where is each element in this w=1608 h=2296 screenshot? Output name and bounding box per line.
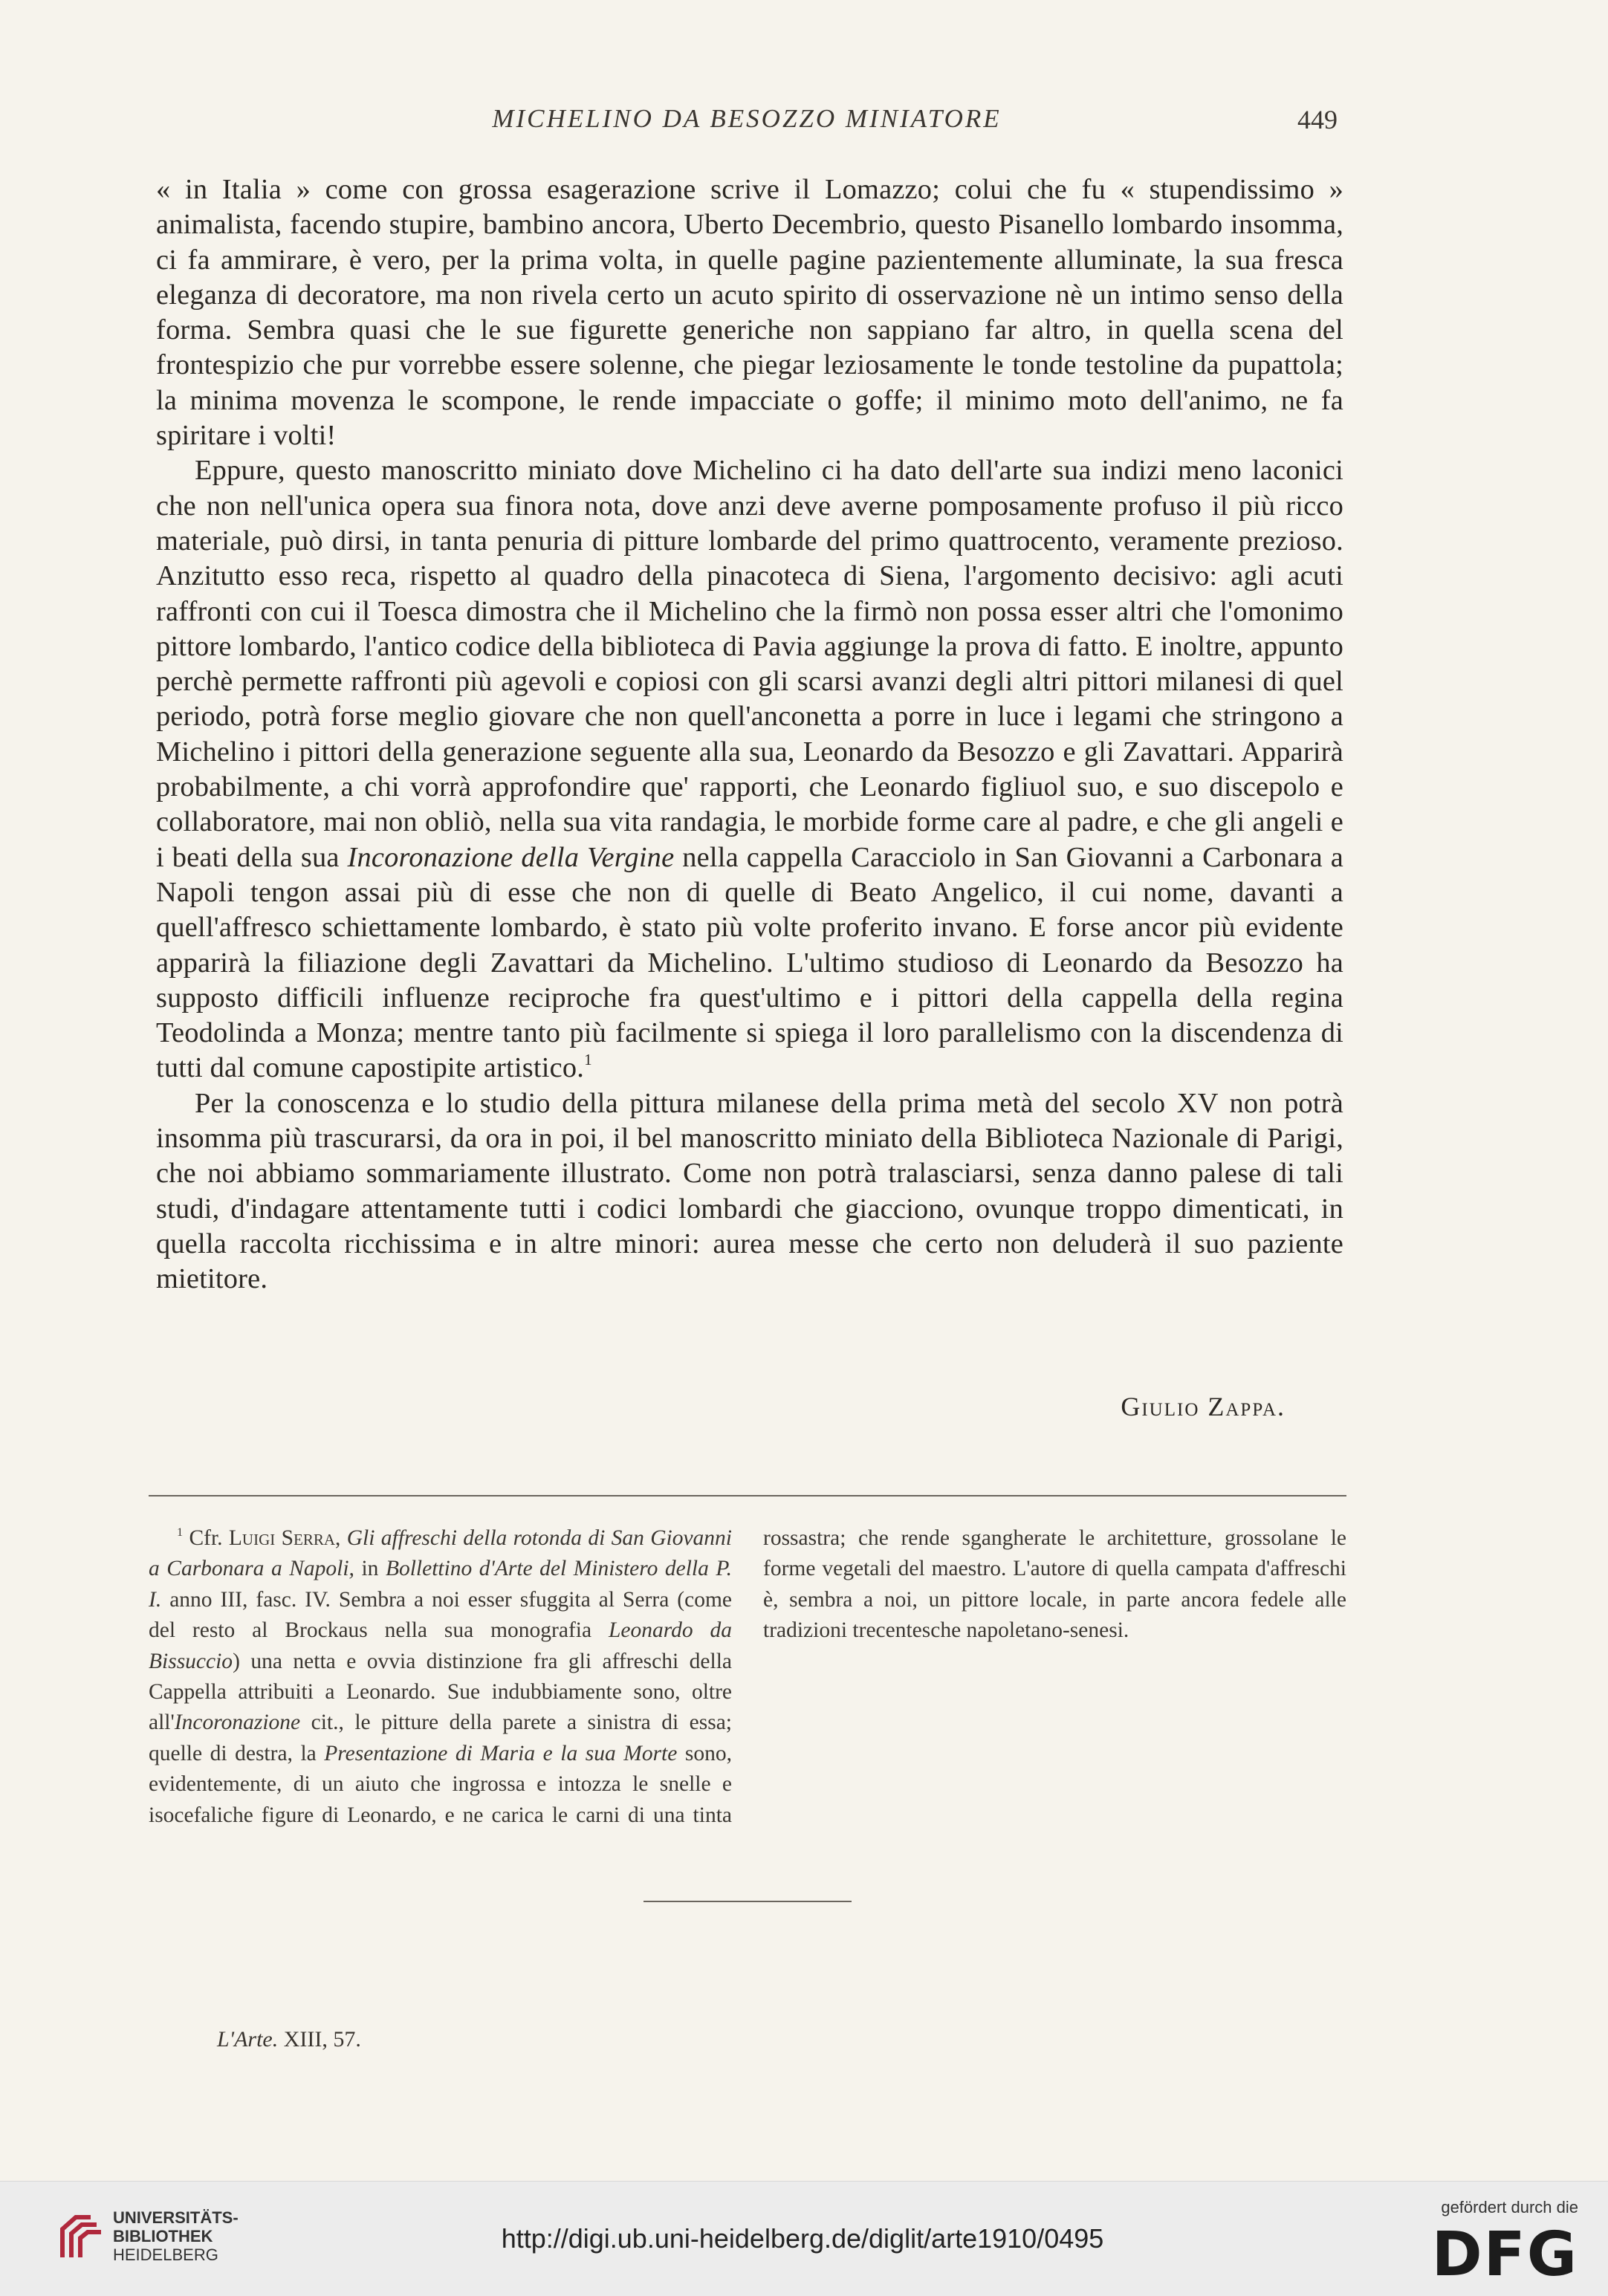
library-line-3: HEIDELBERG bbox=[113, 2245, 218, 2264]
footnote-journal: Bollettino d'Arte del Ministero della P. I. bbox=[149, 1557, 733, 1612]
footnote-cfr: Cfr. bbox=[189, 1526, 223, 1550]
library-line-2: BIBLIOTHEK bbox=[113, 2227, 213, 2245]
footnote-text-2: ) una netta e ovvia distinzione fra gli affreschi della Cappella attribuiti a Leonardo. Sue indubbiamente sono, oltre all' bbox=[149, 1649, 732, 1735]
footnote-text-4: sono, evidentemente, di un aiuto che ingrossa e intozza le snelle e isocefaliche figure di Leonardo, e ne carica le carni di una tinta rossastra; che rende sgangherate le architetture, grossolane le forme vegetali del maestro. L'autore di quella campata d'affreschi è, sembra a noi, un pittore locale, in parte ancora fedele alle tradizioni trecentesche napoletano-senesi. bbox=[149, 1526, 1346, 1827]
paragraph-2 bbox=[156, 453, 1343, 1086]
footnote-text-1: anno III, fasc. IV. Sembra a noi esser sfuggita al Serra (come del resto al Brockaus nella sua monografia bbox=[149, 1587, 732, 1643]
footnote-monograph: Leonardo da Bissuccio bbox=[149, 1618, 732, 1673]
university-library-logo-icon[interactable] bbox=[58, 2213, 104, 2262]
footnote-in: in bbox=[361, 1557, 379, 1581]
digitization-footer bbox=[0, 2181, 1608, 2296]
printer-signature-mark bbox=[217, 2027, 361, 2052]
footnote-marker: 1 bbox=[177, 1525, 184, 1539]
end-rule bbox=[643, 1901, 852, 1902]
page-number: 449 bbox=[1297, 105, 1338, 134]
running-title: MICHELINO DA BESOZZO MINIATORE bbox=[492, 104, 1002, 133]
paragraph-2-part-a: Eppure, questo manoscritto miniato dove Michelino ci ha dato dell'arte sua indizi meno laconici che non nell'unica opera sua finora nota, dove anzi deve averne pomposamente profuso il più ricco materiale, può dirsi, in tanta penuria di pitture lombarde del primo quattrocento, veramente prezioso. Anzitutto esso reca, rispetto al quadro della pinacoteca di Siena, l'argomento decisivo: agli acuti raffronti con cui il Toesca dimostra che il Michelino che la firmò non possa esser altri che l'omonimo pittore lombardo, l'antico codice della biblioteca di Pavia aggiunge la prova di fatto. E inoltre, appunto perchè permette raffronti più agevoli e copiosi con gli scarsi avanzi degli altri pittori milanesi di quel periodo, potrà forse meglio giovare che non quell'anconetta a porre in luce i legami che stringono a Michelino i pittori della generazione seguente alla sua, Leonardo da Besozzo e gli Zavattari. Apparirà probabilmente, a chi vorrà approfondire que' rapporti, che Leonardo figliuol suo, e suo discepolo e collaboratore, mai non obliò, nella sua vita randagia, le morbide forme care al padre, e che gli angeli e i beati della sua bbox=[156, 455, 1343, 873]
permalink-url[interactable]: http://digi.ub.uni-heidelberg.de/diglit/arte1910/0495 bbox=[501, 2223, 1104, 2254]
footnote-separator bbox=[149, 1495, 1346, 1496]
artwork-title: Incoronazione della Vergine bbox=[347, 841, 675, 873]
logo-mark bbox=[62, 2217, 101, 2257]
funding-caption: gefördert durch die bbox=[1441, 2198, 1578, 2216]
footnote-reference[interactable]: 1 bbox=[584, 1051, 592, 1069]
paragraph-3: Per la conoscenza e lo studio della pittura milanese della prima metà del secolo XV non potrà insomma più trascurarsi, da ora in poi, il bel manoscritto miniato della Biblioteca Nazionale di Parigi, che noi abbiamo sommariamente illustrato. Come non potrà tralasciarsi, senza danno palese di tali studi, d'indagare attentamente tutti i codici lombardi che giacciono, ovunque troppo dimenticati, in quella raccolta ricchissima e in altre minori: aurea messe che certo non deluderà il suo paziente mietitore. bbox=[156, 1087, 1343, 1295]
author-signature: Giulio Zappa. bbox=[1121, 1392, 1286, 1421]
library-name[interactable] bbox=[113, 2208, 239, 2264]
paragraph-2-part-b: nella cappella Caracciolo in San Giovanni a Carbonara a Napoli tengon assai più di esse che non di quelle di Beato Angelico, il cui nome, davanti a quell'affresco schiettamente lombardo, è stato più volte proferito invano. E forse ancor più evidente apparirà la filiazione degli Zavattari da Michelino. L'ultimo studioso di Leonardo da Besozzo ha supposto difficili influenze reciproche fra quest'ultimo e i pittori della cappella della regina Teodolinda a Monza; mentre tanto più facilmente si spiega il loro parallelismo con la discendenza di tutti dal comune capostipite artistico. bbox=[156, 841, 1344, 1084]
paragraph-1: « in Italia » come con grossa esagerazione scrive il Lomazzo; colui che fu « stupendissimo » animalista, facendo stupire, bambino ancora, Uberto Decembrio, questo Pisanello lombardo insomma, ci fa ammirare, è vero, per la prima volta, in quelle pagine pazientemente alluminate, la sua fresca eleganza di decoratore, ma non rivela certo un acuto spirito di osservazione nè un intimo senso della forma. Sembra quasi che le sue figurette generiche non sappiano far altro, in quella scena del frontespizio che pur vorrebbe essere solenne, che piegar leziosamente le tonde testoline da pupattola; la minima movenza le scompone, le rende impacciate o goffe; il minimo moto dell'animo, ne fa spiritare i volti! bbox=[156, 174, 1343, 452]
volume-ref: XIII, 57. bbox=[283, 2027, 361, 2052]
footnote-presentazione: Presentazione di Maria e la sua Morte bbox=[324, 1741, 678, 1765]
body-text bbox=[156, 172, 1343, 1297]
footnote-article-title: Gli affreschi della rotonda di San Giovanni a Carbonara a Napoli, bbox=[149, 1526, 733, 1581]
dfg-logo[interactable]: DFG bbox=[1431, 2219, 1578, 2290]
running-header bbox=[156, 104, 1338, 149]
footnote-author: Luigi Serra, bbox=[228, 1526, 341, 1550]
journal-abbrev: L'Arte. bbox=[217, 2027, 279, 2052]
footnotes bbox=[149, 1523, 1346, 1835]
footnote-1 bbox=[149, 1523, 1346, 1835]
footnote-text-3: cit., le pitture della parete a sinistra di essa; quelle di destra, la bbox=[149, 1710, 732, 1765]
library-line-1: UNIVERSITÄTS- bbox=[113, 2208, 239, 2227]
footnote-incoronazione: Incoronazione bbox=[174, 1710, 301, 1735]
